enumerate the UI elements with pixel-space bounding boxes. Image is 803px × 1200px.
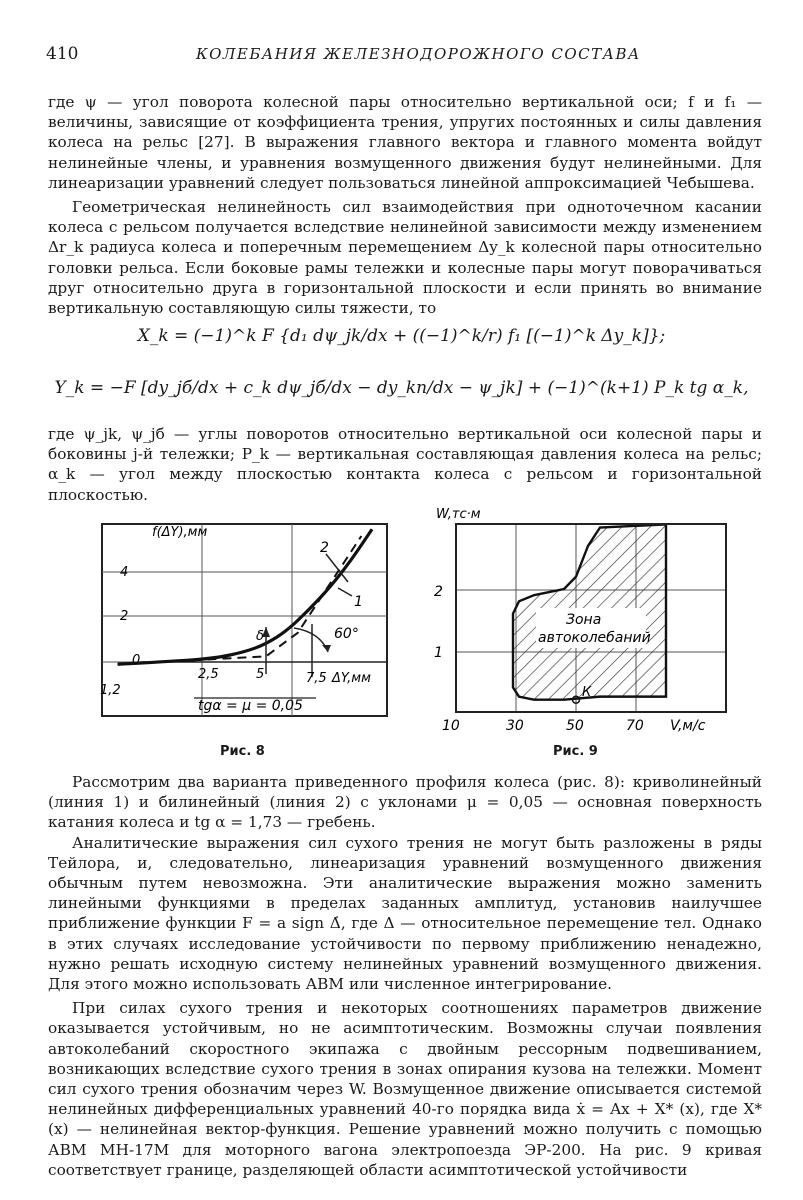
fig9-caption: Рис. 9 [553,744,598,759]
fig8-curve-label-1: 1 [354,594,363,610]
page-header [46,44,762,64]
fig8-caption: Рис. 8 [220,744,265,759]
fig9-ytick: 1 [434,645,443,661]
text-block-top [48,92,762,318]
fig8-curve-label-2: 2 [320,540,329,556]
fig9-ylabel: W,тс·м [436,507,481,522]
fig8-angle-arc [294,628,328,652]
text-block-bottom [48,772,762,1180]
fig9-zone-label-line1: Зона [566,612,602,628]
fig9-zone-label-line2: автоколебаний [538,630,651,646]
fig8-ytick: 0 [132,653,141,668]
paragraph-5: Аналитические выражения сил сухого трения не могут быть разложены в ряды Тейлора, и, следовательно, линеаризация уравнений возмущенного движения обычным путем невозможна. Эти аналитические выражения можно заменить линейными функциями в пределах заданных амплитуд, установив наилучшее приближение функции F = a sign Δ̇, где Δ — относительное перемещение тел. Однако в этих случаях исследование устойчивости по первому приближению ненадежно, нужно решать исходную систему нелинейных уравнений возмущенного движения. Для этого можно использовать АВМ или численное интегрирование. [48,833,762,994]
text-block-middle [48,424,762,505]
fig8-ytick: 2 [120,609,129,624]
fig9-xtick: 50 [566,718,584,734]
fig8-equation: tgα = μ = 0,05 [198,698,303,714]
fig8-angle-label: 60° [334,626,359,642]
formula-x: X_k = (−1)^k F {d₁ dψ_jk/dx + ((−1)^k/r) f₁ [(−1)^k Δy_k]}; [137,326,666,346]
fig9-xtick: 30 [506,718,524,734]
paragraph-2: Геометрическая нелинейность сил взаимодействия при одноточечном касании колеса с рельсом получается вследствие нелинейной зависимости между изменением Δr_k радиуса колеса и поперечным перемещением Δy_k колесной пары относительно головки рельса. Если боковые рамы тележки и колесные пары могут поворачиваться друг относительно друга в горизонтальной плоскости и если принять во внимание вертикальную составляющую силы тяжести, то [48,198,762,318]
paragraph-3: где ψ_jk, ψ_jб — углы поворотов относительно вертикальной оси колесной пары и боковины j-й тележки; P_k — вертикальная составляющая давления колеса на рельс; α_k — угол между плоскостью контакта колеса с рельсом и горизонтальной плоскостью. [48,425,762,504]
formula-y: Y_k = −F [dy_jб/dx + c_k dψ_jб/dx − dy_kп/dx − ψ_jk] + (−1)^(k+1) P_k tg α_k, [54,378,749,398]
figure-9 [420,502,750,742]
fig9-xtick: 10 [442,718,460,734]
fig8-xtick: 7,5 [306,671,327,686]
fig9-point-label: К [582,685,592,700]
fig8-xtick: 2,5 [198,667,219,682]
paragraph-1: где ψ — угол поворота колесной пары относительно вертикальной оси; f и f₁ — величины, зависящие от коэффициента трения, упругих постоянных и силы давления колеса на рельс [27]. В выражения главного вектора и главного момента войдут нелинейные члены, и уравнения возмущенного движения будут нелинейными. Для линеаризации уравнений следует пользоваться линейной аппроксимацией Чебышева. [48,93,762,192]
fig8-curve-1 [118,529,372,664]
paragraph-4: Рассмотрим два варианта приведенного профиля колеса (рис. 8): криволинейный (линия 1) и билинейный (линия 2) с уклонами μ = 0,05 — основная поверхность катания колеса и tg α = 1,73 — гребень. [48,773,762,832]
fig8-ytick: 4 [120,565,129,580]
page-number: 410 [46,44,79,64]
fig8-frame [102,524,387,716]
fig8-xtick: 5 [256,667,265,682]
fig9-ytick: 2 [434,584,443,600]
fig8-curve-label-12: 1,2 [100,683,121,698]
fig8-delta-label: δ [256,629,264,644]
figure-8 [80,512,400,742]
fig8-leader-1 [338,588,352,596]
fig8-arrow-arc [322,645,331,652]
fig9-xlabel: V,м/с [670,718,706,734]
fig8-xlabel: ΔY,мм [332,671,371,686]
fig9-xtick: 70 [626,718,644,734]
paragraph-6: При силах сухого трения и некоторых соотношениях параметров движение оказывается устойчивым, но не асимптотическим. Возможны случаи появления автоколебаний скоростного экипажа с двойным рессорным подвешиванием, возникающих вследствие сухого трения в зонах опирания кузова на тележки. Момент сил сухого трения обозначим через W. Возмущенное движение описывается системой нелинейных дифференциальных уравнений 40-го порядка вида ẋ = Ax + X* (x), где X* (x) — нелинейная вектор-функция. Решение уравнений можно получить с помощью АВМ МН-17М для моторного вагона электропоезда ЭР-200. На рис. 9 кривая соответствует границе, разделяющей области асимптотической устойчивости [48,999,762,1179]
fig8-ylabel: f(ΔY),мм [152,525,208,540]
running-title: КОЛЕБАНИЯ ЖЕЛЕЗНОДОРОЖНОГО СОСТАВА [196,45,641,63]
